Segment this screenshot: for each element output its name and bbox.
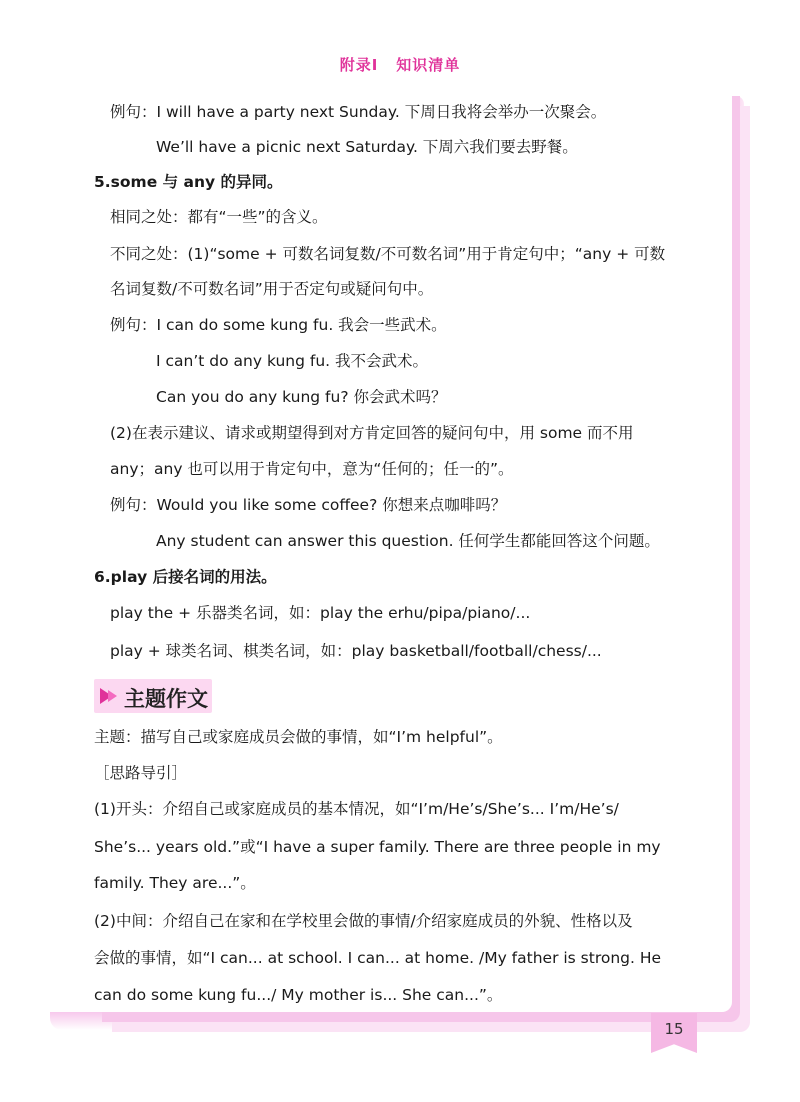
point-heading: 6.play 后接名词的用法。 [94, 568, 277, 586]
essay-topic: 主题：描写自己或家庭成员会做的事情，如“I’m helpful”。 [94, 728, 503, 746]
text-line: play + 球类名词、棋类名词，如：play basketball/football/chess/... [110, 642, 602, 660]
example-line: Can you do any kung fu? 你会武术吗？ [156, 388, 447, 406]
text-line: 不同之处：(1)“some + 可数名词复数/不可数名词”用于肯定句中；“any + 可数 [110, 245, 666, 263]
page-header [0, 54, 800, 75]
example-line: 例句：I will have a party next Sunday. 下周日我将会举办一次聚会。 [110, 103, 607, 121]
example-line: I can’t do any kung fu. 我不会武术。 [156, 352, 428, 370]
example-line: 例句：I can do some kung fu. 我会一些武术。 [110, 316, 447, 334]
essay-line: (1)开头：介绍自己或家庭成员的基本情况，如“I’m/He’s/She’s... I’m/He’s/ [94, 800, 619, 818]
essay-line: can do some kung fu.../ My mother is... She can...”。 [94, 986, 503, 1004]
page-number: 15 [664, 1020, 684, 1038]
essay-line: family. They are...”。 [94, 874, 256, 892]
header-appendix: 附录Ⅰ [339, 56, 379, 74]
essay-line: 会做的事情，如“I can... at school. I can... at home. /My father is strong. He [94, 949, 662, 967]
example-line: 例句：Would you like some coffee? 你想来点咖啡吗？ [110, 496, 507, 514]
text-line: 相同之处：都有“一些”的含义。 [110, 208, 328, 226]
panel-bottom-decoration [50, 1012, 650, 1030]
essay-line: She’s... years old.”或“I have a super family. There are three people in my [94, 838, 661, 856]
text-line: 名词复数/不可数名词”用于否定句或疑问句中。 [110, 280, 434, 298]
text-line: any；any 也可以用于肯定句中，意为“任何的；任一的”。 [110, 460, 514, 478]
example-line: We’ll have a picnic next Saturday. 下周六我们要去野餐。 [156, 138, 578, 156]
text-line: play the + 乐器类名词，如：play the erhu/pipa/piano/... [110, 604, 531, 622]
arrow-right-icon [108, 690, 117, 702]
point-heading: 5.some 与 any 的异同。 [94, 173, 283, 191]
example-line: Any student can answer this question. 任何学生都能回答这个问题。 [156, 532, 660, 550]
text-line: (2)在表示建议、请求或期望得到对方肯定回答的疑问句中，用 some 而不用 [110, 424, 634, 442]
section-title: 主题作文 [124, 687, 208, 711]
header-title: 知识清单 [396, 56, 461, 74]
essay-line: (2)中间：介绍自己在家和在学校里会做的事情/介绍家庭成员的外貌、性格以及 [94, 912, 633, 930]
essay-guide-label: ［思路导引］ [94, 764, 188, 782]
